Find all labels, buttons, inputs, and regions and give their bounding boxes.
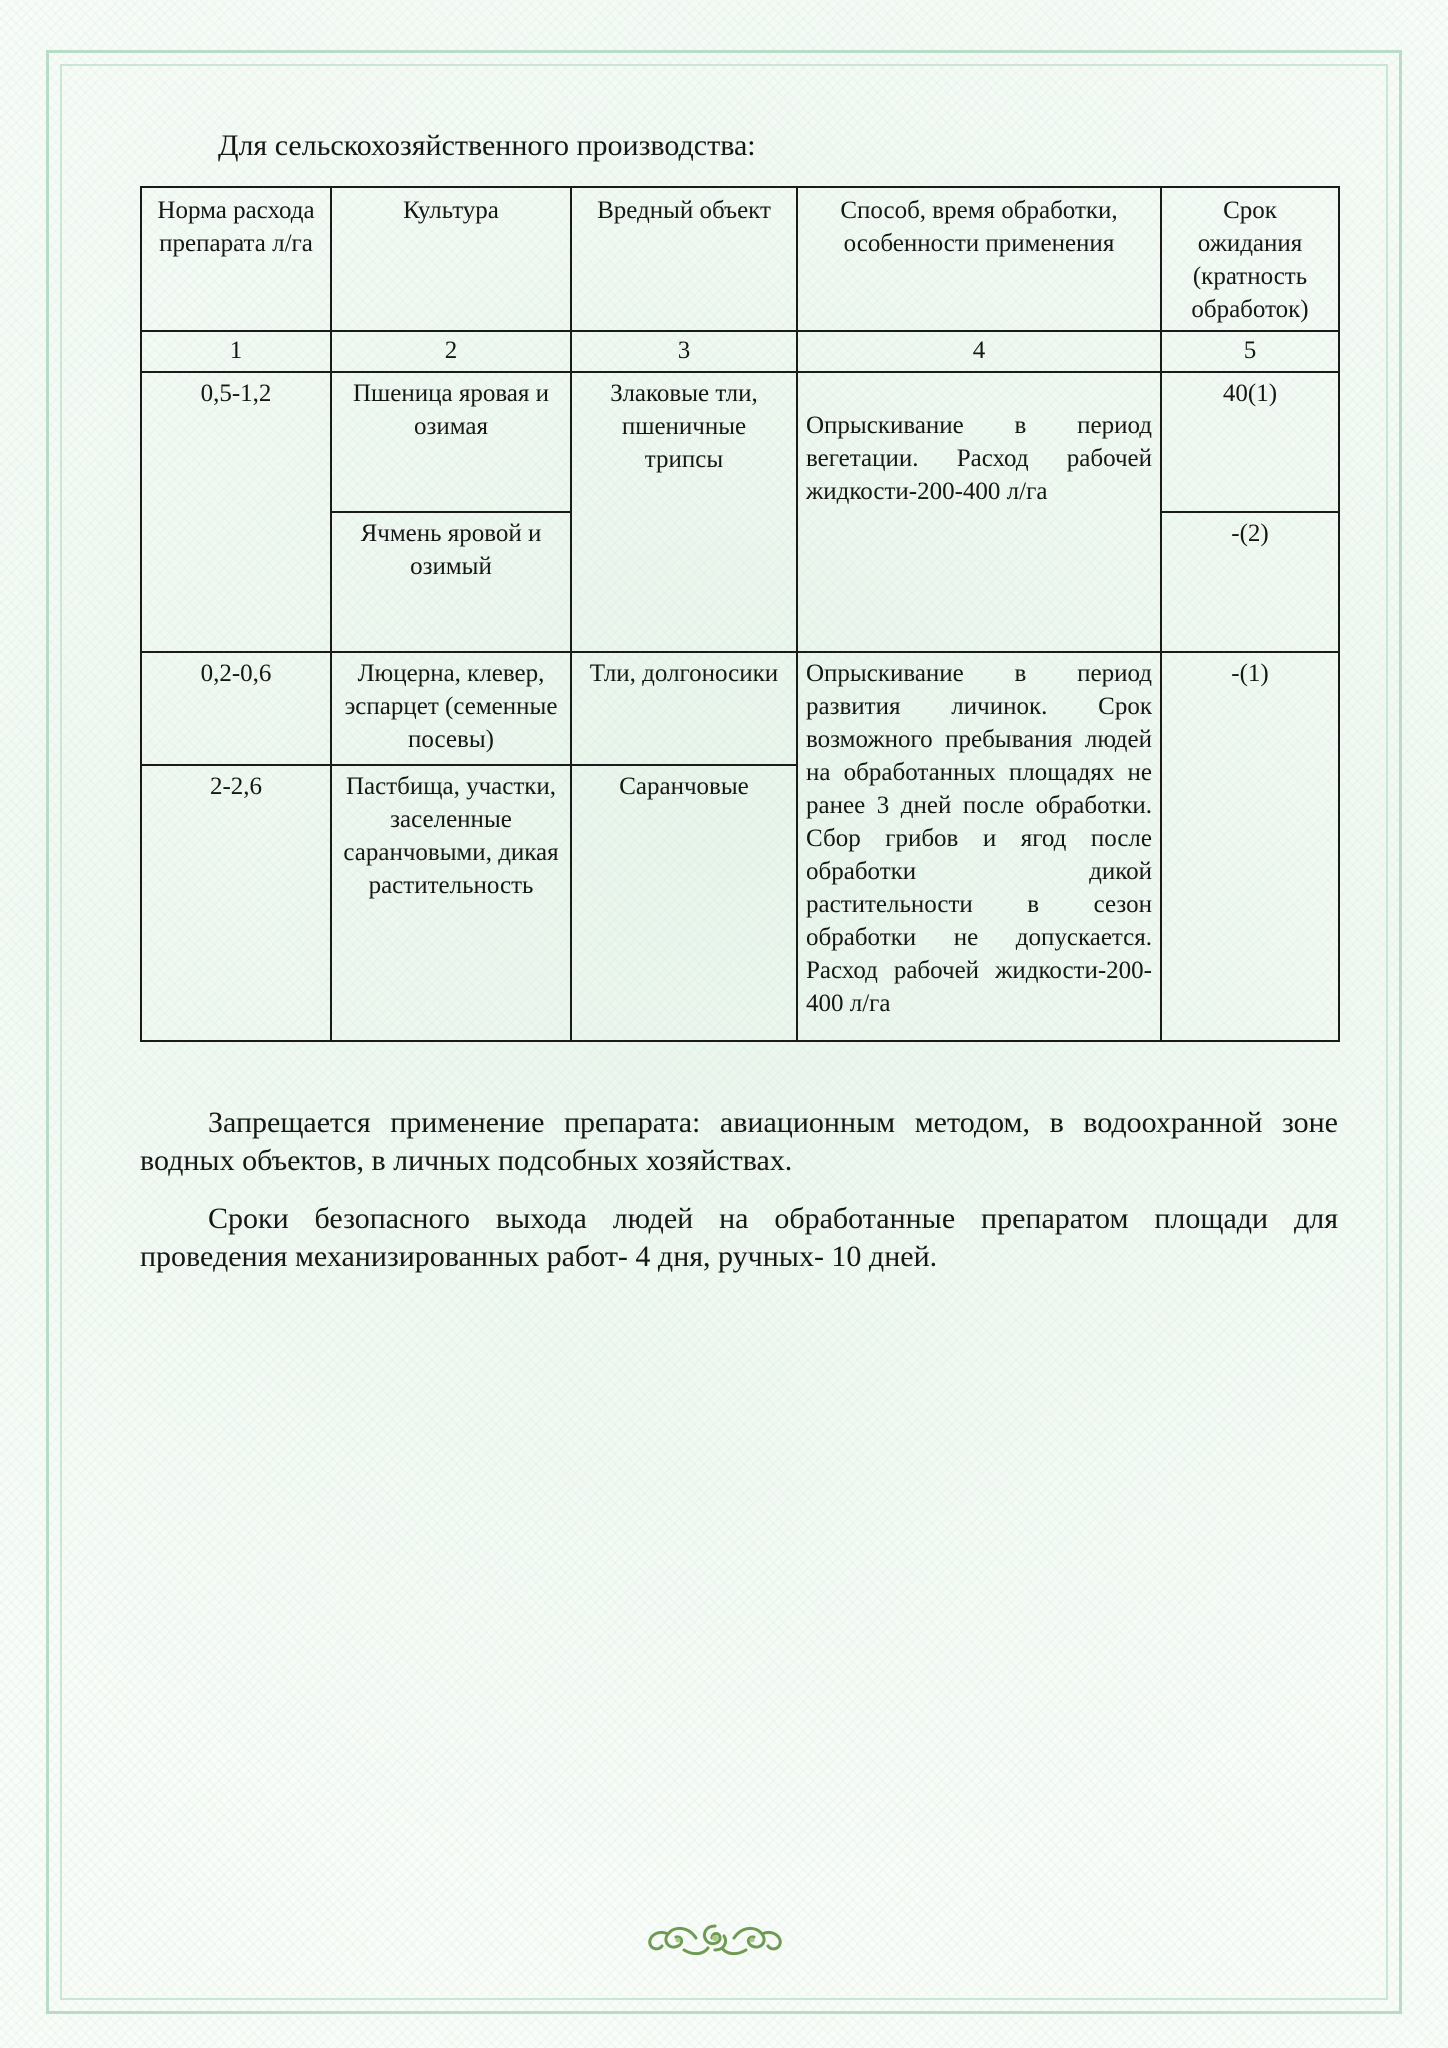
crop-cell: Люцерна, клевер, эспарцет (семенные посевы) <box>331 652 571 765</box>
header-crop: Культура <box>331 187 571 331</box>
column-number: 1 <box>141 331 331 372</box>
header-pest: Вредный объект <box>571 187 797 331</box>
pest-cell: Злаковые тли, пшеничные трипсы <box>571 372 797 652</box>
header-waiting: Срок ожидания (кратность обработок) <box>1161 187 1339 331</box>
waiting-cell: -(1) <box>1161 652 1339 1041</box>
intro-heading: Для сельскохозяйственного производства: <box>218 129 756 162</box>
column-number: 5 <box>1161 331 1339 372</box>
header-method: Способ, время обработки, особенности применения <box>797 187 1161 331</box>
column-number: 2 <box>331 331 571 372</box>
waiting-cell: 40(1) <box>1161 372 1339 512</box>
method-cell: Опрыскивание в период развития личинок. Срок возможного пребывания людей на обработанных площадях не ранее 3 дней после обработки. Сбор грибов и ягод после обработки дикой растительности в сезон обработки не допускается. Расход рабочей жидкости-200-400 л/га <box>797 652 1161 1041</box>
waiting-cell: -(2) <box>1161 512 1339 652</box>
crop-cell: Пастбища, участки, заселенные саранчовыми, дикая растительность <box>331 765 571 1041</box>
crop-cell: Ячмень яровой и озимый <box>331 512 571 652</box>
column-number-row <box>141 331 1339 372</box>
pest-cell: Саранчовые <box>571 765 797 1041</box>
crop-cell: Пшеница яровая и озимая <box>331 372 571 512</box>
restriction-paragraph: Запрещается применение препарата: авиационным методом, в водоохранной зоне водных объектов, в личных подсобных хозяйствах. <box>140 1106 1338 1177</box>
floral-ornament-icon <box>644 1918 786 1958</box>
column-number: 3 <box>571 331 797 372</box>
table-header-row <box>141 187 1339 331</box>
rate-cell: 0,2-0,6 <box>141 652 331 765</box>
header-rate: Норма расхода препарата л/га <box>141 187 331 331</box>
rate-cell: 0,5-1,2 <box>141 372 331 652</box>
table-row <box>141 372 1339 512</box>
safety-paragraph: Сроки безопасного выхода людей на обработанные препаратом площади для проведения механизированных работ- 4 дня, ручных- 10 дней. <box>140 1202 1338 1273</box>
column-number: 4 <box>797 331 1161 372</box>
pest-cell: Тли, долгоносики <box>571 652 797 765</box>
table-row <box>141 652 1339 765</box>
usage-table <box>140 186 1340 1042</box>
rate-cell: 2-2,6 <box>141 765 331 1041</box>
method-cell: Опрыскивание в период вегетации. Расход рабочей жидкости-200-400 л/га <box>797 372 1161 652</box>
